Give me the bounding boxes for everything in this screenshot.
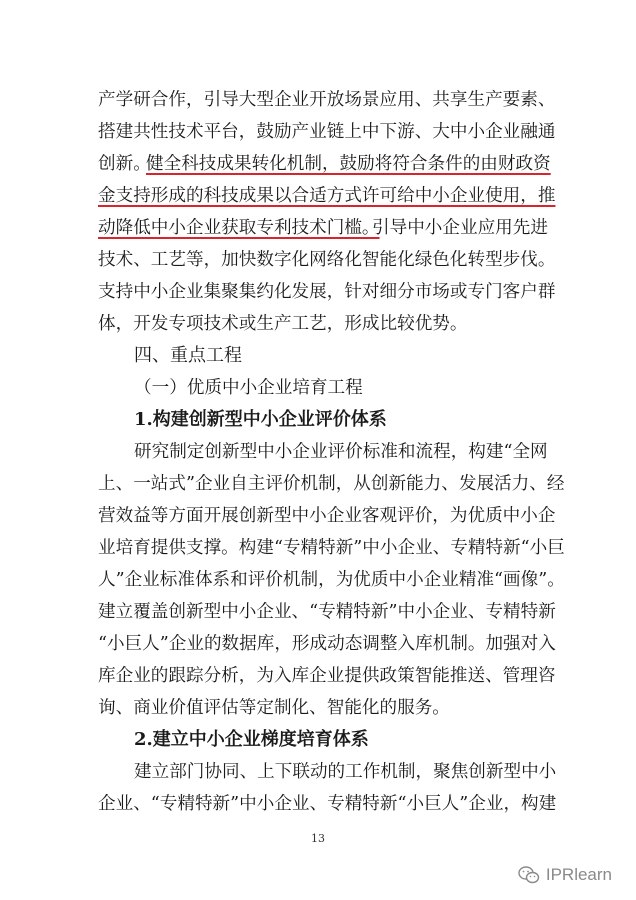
- text-line: 体，开发专项技术或生产工艺，形成比较优势。: [98, 314, 468, 334]
- text-line: 企业、“专精特新”中小企业、专精特新“小巨人”企业，构建: [98, 794, 557, 814]
- watermark: [518, 864, 612, 886]
- watermark-text: IPRlearn: [545, 865, 612, 884]
- highlighted-sentence: 健全科技成果转化机制，鼓励将符合条件的由财政资: [146, 154, 551, 174]
- text-line: 上、一站式”企业自主评价机制，从创新能力、发展活力、经: [98, 474, 565, 494]
- text-line: 产学研合作，引导大型企业开放场景应用、共享生产要素、: [98, 90, 556, 110]
- subsection-heading: （一）优质中小企业培育工程: [134, 378, 363, 398]
- highlighted-sentence: 动降低中小企业获取专利技术门槛。: [98, 218, 380, 238]
- text-line: 人”企业标准体系和评价机制，为优质中小企业精准“画像”。: [98, 570, 565, 590]
- text-line: 支持中小企业集聚集约化发展，针对细分市场或专门客户群: [98, 282, 556, 302]
- text-line: 询、商业价值评估等定制化、智能化的服务。: [98, 698, 450, 718]
- text-line: 业培育提供支撑。构建“专精特新”中小企业、专精特新“小巨: [98, 538, 565, 558]
- text-line: “小巨人”企业的数据库，形成动态调整入库机制。加强对入: [98, 634, 556, 654]
- text-line: 搭建共性技术平台，鼓励产业链上中下游、大中小企业融通: [98, 122, 556, 142]
- item-heading: 1.构建创新型中小企业评价体系: [134, 409, 387, 430]
- text-line: 研究制定创新型中小企业评价标准和流程，构建“全网: [134, 442, 548, 462]
- item-heading: 2.建立中小企业梯度培育体系: [134, 729, 369, 750]
- text-line: 营效益等方面开展创新型中小企业客观评价，为优质中小企: [98, 506, 556, 526]
- page-number: 13: [311, 832, 325, 845]
- text-line: 库企业的跟踪分析，为入库企业提供政策智能推送、管理咨: [98, 666, 556, 686]
- section-heading: 四、重点工程: [134, 345, 242, 366]
- highlighted-sentence: 金支持形成的科技成果以合适方式许可给中小企业使用，推: [98, 186, 556, 206]
- text-line: [0, 180, 636, 212]
- text-line: 技术、工艺等，加快数字化网络化智能化绿色化转型步伐。: [98, 250, 556, 270]
- text-line: 建立部门协同、上下联动的工作机制，聚焦创新型中小: [134, 762, 557, 782]
- text-line: 创新。 健全科技成果转化机制，鼓励将符合条件的由财政资: [0, 148, 636, 180]
- text-line: 动降低中小企业获取专利技术门槛。 引导中小企业应用先进: [0, 212, 636, 244]
- wechat-icon: [518, 865, 540, 885]
- text-line: 建立覆盖创新型中小企业、“专精特新”中小企业、专精特新: [98, 602, 556, 622]
